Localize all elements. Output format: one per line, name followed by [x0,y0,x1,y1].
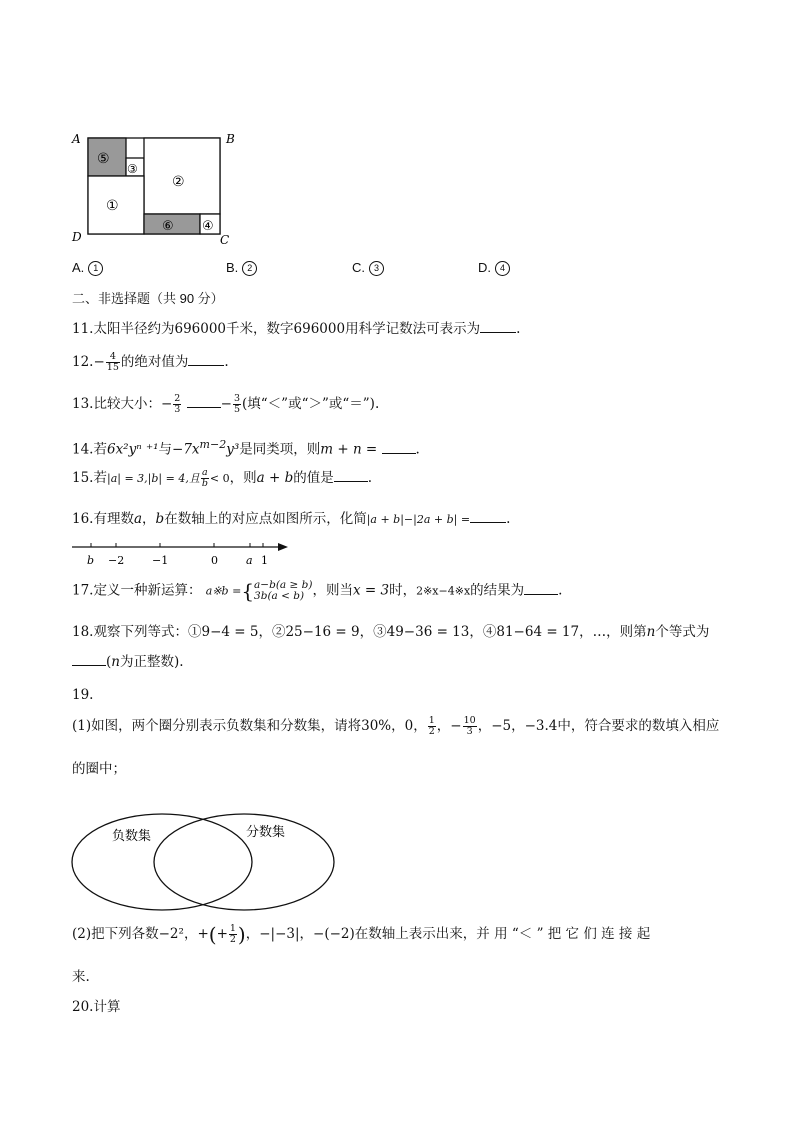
question-16: 16.有理数a，b在数轴上的对应点如图所示，化简|a + b|−|2a + b| = . [72,511,511,527]
question-19-part-1-continued: 的圈中； [72,761,126,777]
question-19-number: 19. [72,687,94,703]
answer-blank[interactable] [524,582,558,595]
option-d-circled-number: 4 [495,261,510,276]
question-18: 18.观察下列等式：①9−4 = 5，②25−16 = 9，③49−36 = 13，④81−64 = 17，…，则第n个等式为 [72,624,710,640]
answer-blank[interactable] [188,353,224,366]
fraction: $\frac{1}{2}$ [428,715,435,737]
question-13: 13.比较大小：− $\frac{2}{3}$ − $\frac{3}{5}$ (填“＜”或“＞”或“＝”). [72,393,380,415]
piecewise-brace: { [241,579,255,603]
venn-diagram [70,812,340,916]
answer-blank[interactable] [382,441,416,454]
option-b-circled-number: 2 [242,261,257,276]
question-19-part-1: (1)如图，两个圈分别表示负数集和分数集，请将30%，0， $\frac{1}{2}$ ，− $\frac{10}{3}$ ，−5，−3.4中，符合要求的数填入相应 [72,715,720,737]
option-a-circled-number: 1 [88,261,103,276]
question-11: 11.太阳半径约为696000千米，数字696000用科学记数法可表示为 . [72,321,521,337]
question-19-part-2-continued: 来. [72,969,90,985]
question-15: 15.若|a| = 3,|b| = 4,且 $\frac{a}{b}$ < 0，则a + b的值是 . [72,467,373,489]
answer-blank[interactable] [334,469,368,482]
tick-label-minus-2: −2 [108,554,125,567]
negative-set-label: 负数集 [112,829,152,844]
section-title: 二、非选择题（共 90 分） [72,291,224,306]
fraction-set-label: 分数集 [246,825,286,840]
option-d[interactable]: D. 4 [478,260,510,276]
corner-d: D [72,230,82,244]
corner-a: A [72,132,81,146]
piecewise-cases: a−b(a ≥ b) 3b(a < b) [254,579,313,602]
answer-blank[interactable] [480,320,516,333]
square-1-label: ① [106,198,119,214]
option-b[interactable]: B. 2 [226,260,257,276]
answer-blank[interactable] [187,395,221,408]
question-17: 17.定义一种新运算： a※b ={ a−b(a ≥ b) 3b(a < b) ，则当x = 3时，2※x−4※x的结果为 . [72,579,563,603]
question-20: 20.计算 [72,999,121,1015]
fraction: $\frac{4}{15}$ [106,351,119,373]
fraction: $\frac{2}{3}$ [174,393,181,415]
fraction: $\frac{1}{2}$ [229,923,236,945]
square-4-label: ④ [202,219,214,234]
question-18-continued: (n为正整数). [72,653,184,671]
square-2-label: ② [172,174,185,190]
square-division-figure [70,128,240,248]
tick-label-a: a [246,554,253,567]
square-3-label: ③ [127,162,138,176]
question-14: 14.若6x²yⁿ ⁺¹与$-7x^{m-2}y^3$是同类项，则m + n = . [72,438,420,458]
option-a[interactable]: A. 1 [72,260,103,276]
tick-label-zero: 0 [211,554,218,567]
square-6-label: ⑥ [162,219,174,234]
answer-blank[interactable] [72,653,106,666]
corner-b: B [226,132,235,146]
number-line [72,538,294,568]
answer-blank[interactable] [470,510,506,523]
question-19-part-2: (2)把下列各数−2²，+(+ $\frac{1}{2}$ )，−|−3|，−(−2)在数轴上表示出来，并 用 “＜ ” 把 它 们 连 接 起 [72,922,651,947]
question-12: 12.− $\frac{4}{15}$ 的绝对值为 . [72,351,229,373]
tick-label-one: 1 [261,554,268,567]
corner-c: C [220,233,230,247]
square-5-label: ⑤ [97,151,110,167]
tick-label-b: b [87,554,95,567]
fraction: $\frac{3}{5}$ [233,393,240,415]
option-c-circled-number: 3 [369,261,384,276]
fraction: $\frac{a}{b}$ [201,467,208,489]
option-c[interactable]: C. 3 [352,260,384,276]
tick-label-minus-1: −1 [152,554,169,567]
fraction: $\frac{10}{3}$ [463,715,476,737]
